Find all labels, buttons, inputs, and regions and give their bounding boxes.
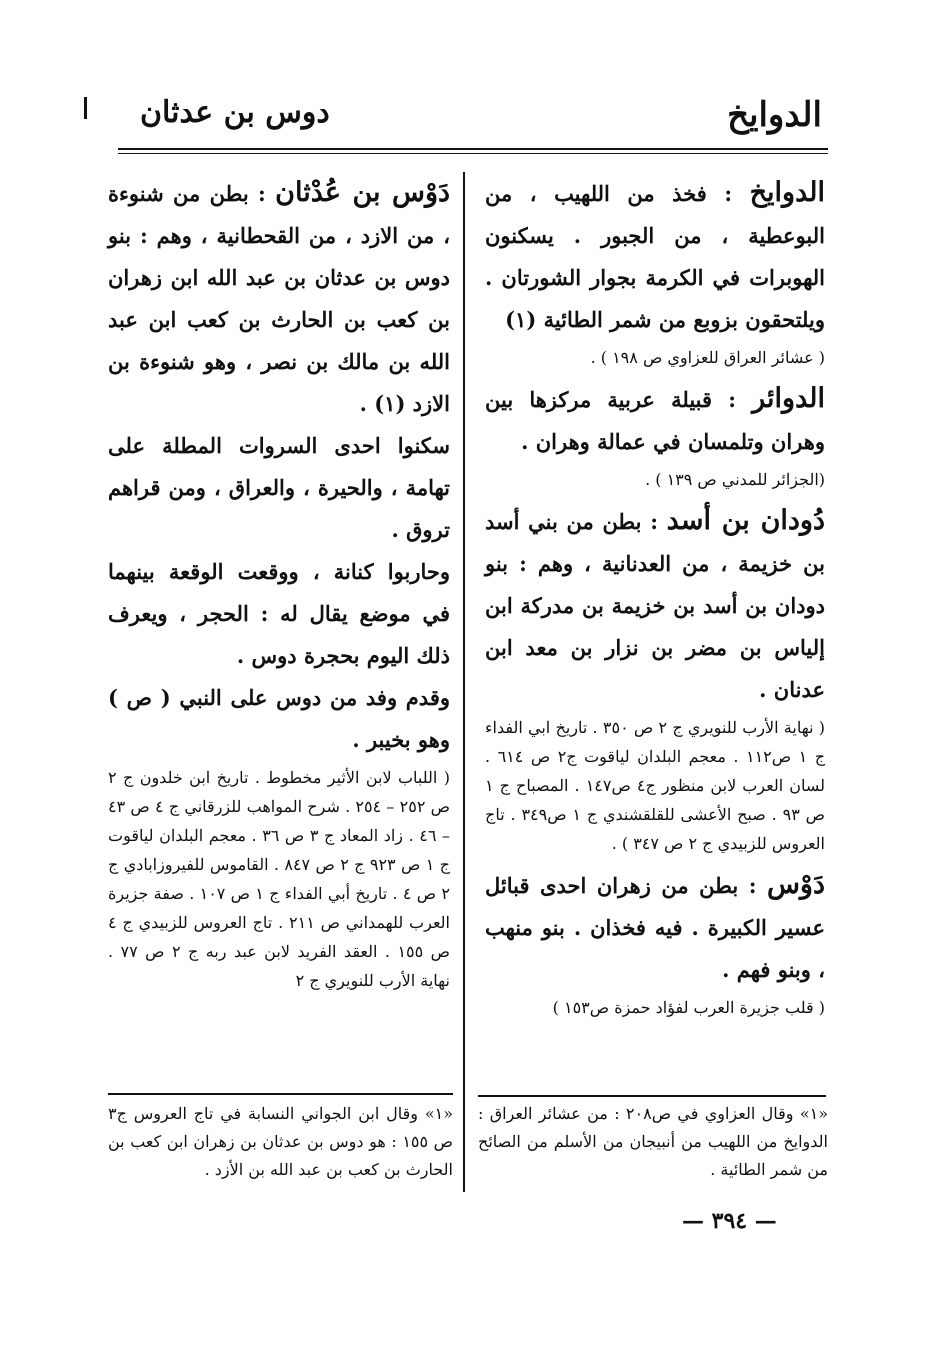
entry-source: ( نهاية الأرب للنويري ج ٢ ص ٣٥٠ . تاريخ ابي الفداء ج ١ ص١١٢ . معجم البلدان لياقوت ج٢ ص ٦١٤ . لسان العرب لابن منظور ج٤ ص١٤٧ . المصباح ج ١ ص ٩٣ . صبح الأعشى للقلقشندي ج ١ ص٣٤٩ . تاج العروس للزبيدي ج ٢ ص ٣٤٧ ) . bbox=[485, 718, 826, 853]
entry-term: دَوْس bbox=[766, 869, 825, 900]
entry-source: ( قلب جزيرة العرب لفؤاد حمزة ص١٥٣ ) bbox=[552, 998, 825, 1017]
entry-text: : فخذ من اللهيب ، من البوعطية ، من الجبور . يسكنون الهوبرات في الكرمة بجوار الشورتان . ويلتحقون بزوبع من شمر الطائية (١) bbox=[485, 181, 825, 332]
page-number: — ٣٩٤ — bbox=[682, 1208, 777, 1234]
header-rule-thin bbox=[118, 153, 828, 154]
entry-daws bbox=[485, 864, 825, 991]
entry-source: ( عشائر العراق للعزاوي ص ١٩٨ ) . bbox=[590, 348, 825, 367]
footnote-rule-left bbox=[108, 1093, 453, 1095]
entry-term: الدوايخ bbox=[749, 177, 825, 208]
entry-paragraph: وحاربوا كنانة ، ووقعت الوقعة بينهما في موضع يقال له : الحجر ، ويعرف ذلك اليوم بحجرة دوس . bbox=[108, 559, 450, 668]
entry-al-dawair bbox=[485, 378, 825, 463]
footnote-right: «١» وقال العزاوي في ص٢٠٨ : من عشائر العراق : الدوايخ من اللهيب من أنبيجان من الأسلم من الصائح من شمر الطائية . bbox=[478, 1104, 828, 1179]
entry-term: الدوائر bbox=[752, 383, 825, 414]
running-head-right: الدوايخ bbox=[727, 95, 822, 135]
right-column bbox=[485, 172, 825, 1028]
column-divider bbox=[463, 172, 465, 1192]
entry-source: (الجزائر للمدني ص ١٣٩ ) . bbox=[645, 470, 825, 489]
entry-al-dawayikh bbox=[485, 172, 825, 341]
entry-text: : بطن من بني أسد بن خزيمة ، من العدنانية ، وهم : بنو دودان بن أسد بن خزيمة بن مدركة ابن إلياس بن مضر بن نزار بن معد ابن عدنان . bbox=[485, 509, 825, 702]
running-head-left: دوس بن عدثان bbox=[140, 95, 330, 130]
footnote-rule-right bbox=[478, 1095, 826, 1097]
header-rule bbox=[118, 148, 828, 150]
entry-text: : قبيلة عربية مركزها بين وهران وتلمسان في عمالة وهران . bbox=[485, 387, 825, 454]
entry-paragraph: سكنوا احدى السروات المطلة على تهامة ، والحيرة ، والعراق ، ومن قراهم تروق . bbox=[108, 433, 450, 542]
entry-text: : بطن من زهران احدى قبائل عسير الكبيرة . فيه فخذان . بنو منهب ، وبنو فهم . bbox=[485, 873, 825, 982]
footnote-left: «١» وقال ابن الجواني النسابة في تاج العروس ج٣ ص ١٥٥ : هو دوس بن عدثان بن زهران ابن كعب بن الحارث بن كعب بن عبد الله بن الأزد . bbox=[108, 1104, 453, 1179]
margin-mark bbox=[84, 97, 87, 119]
entry-daws-ibn-udthan bbox=[108, 172, 450, 425]
left-column bbox=[108, 172, 450, 1001]
entry-text: : بطن من شنوءة ، من الازد ، من القحطانية ، وهم : بنو دوس بن عدثان بن عبد الله ابن زهران بن كعب بن الحارث بن كعب ابن عبد الله بن مالك بن نصر ، وهو شنوءة بن الازد (١) . bbox=[108, 181, 450, 416]
entry-source: ( اللباب لابن الأثير مخطوط . تاريخ ابن خلدون ج ٢ ص ٢٥٢ – ٢٥٤ . شرح المواهب للزرقاني ج ٤ ص ٤٣ – ٤٦ . زاد المعاد ج ٣ ص ٣٦ . معجم البلدان لياقوت ج ١ ص ٩٢٣ ج ٢ ص ٨٤٧ . القاموس للفيروزابادي ج ٢ ص ٤ . تاريخ أبي الفداء ج ١ ص ١٠٧ . صفة جزيرة العرب للهمداني ص ٢١١ . تاج العروس للزبيدي ج ٤ ص ١٥٥ . العقد الفريد لابن عبد ربه ج ٢ ص ٧٧ . نهاية الأرب للنويري ج ٢ bbox=[108, 768, 451, 990]
entry-paragraph: وقدم وفد من دوس على النبي ( ص ) وهو بخيبر . bbox=[108, 685, 450, 752]
entry-term: دَوْس بن عُدْثان bbox=[275, 177, 451, 208]
entry-dudan-ibn-asad bbox=[485, 500, 825, 711]
entry-term: دُودان بن أسد bbox=[666, 505, 825, 536]
